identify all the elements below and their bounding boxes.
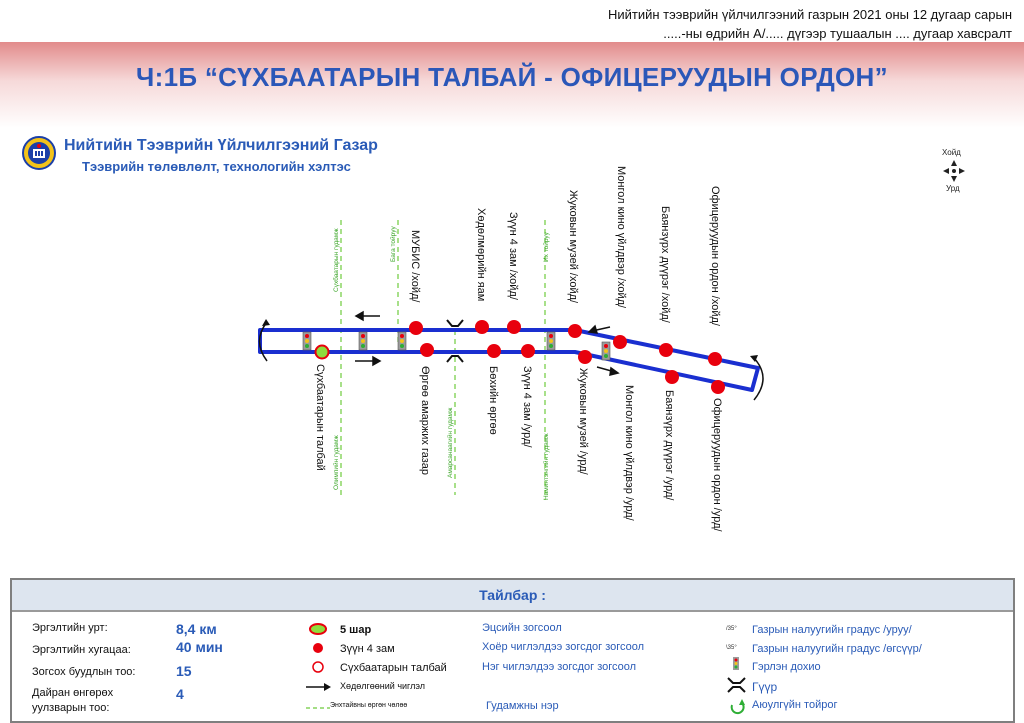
stat-value-stops: 15 — [176, 663, 192, 679]
legend-markers — [724, 620, 754, 720]
stop-label-north: Хөдөлмөрийн яам — [475, 208, 487, 302]
stop-marker[interactable] — [578, 350, 592, 364]
stop-label-south: Монгол кино үйлдвэр /урд/ — [623, 385, 635, 521]
org-name: Нийтийн Тээврийн Үйлчилгээний Газар — [64, 137, 378, 154]
stop-label-south: Зүүн 4 зам /урд/ — [521, 366, 533, 448]
route-title: Ч:1Б “СҮХБААТАРЫН ТАЛБАЙ - ОФИЦЕРУУДЫН ОРДОН” — [136, 62, 888, 92]
stat-label-intersections: Дайран өнгөрөх уулзварын тоо: — [32, 687, 114, 714]
street-label: Их тойруу — [543, 232, 550, 262]
legend-traffic-light-icon — [733, 657, 739, 670]
decree-note-line2: .....-ны өдрийн А/..... дүгээр тушаалын .... дугаар хавсралт — [663, 26, 1012, 41]
terminal-stop-marker[interactable] — [316, 346, 329, 359]
traffic-light-icon — [547, 332, 555, 350]
stat-value-intersections: 4 — [176, 686, 184, 702]
legend-bidirectional-type: Хоёр чиглэлдээ зогсдог зогсоол — [482, 641, 645, 653]
street-label: Наминтэнгийн гудамж — [543, 433, 550, 500]
stop-label-south: Өргөө амаржих газар — [419, 366, 431, 475]
legend-terminal-label: Сүхбаатарын талбай — [340, 662, 447, 674]
legend-slope-down-label: Газрын налуугийн градус /уруу/ — [752, 624, 912, 636]
traffic-light-icon — [602, 342, 610, 360]
legend-stop-label: Зүүн 4 зам — [340, 643, 395, 655]
legend-slope-down-icon: /35° — [726, 626, 737, 632]
stop-label-south: Бөхийн өргөө — [487, 366, 499, 435]
decree-note-line1: Нийтийн тээврийн үйлчилгээний газрын 2021 оны 12 дугаар сарын — [607, 7, 1012, 22]
legend-street-label: Энхтайвны өргөн чөлөө — [330, 702, 408, 709]
legend-5shar-icon — [310, 624, 326, 634]
legend-terminal-type: Эцсийн зогсоол — [482, 622, 562, 634]
stop-marker[interactable] — [659, 343, 673, 357]
legend-traffic-light-label: Гэрлэн дохио — [752, 661, 821, 673]
stop-marker[interactable] — [568, 324, 582, 338]
stop-marker[interactable] — [409, 321, 423, 335]
stop-marker[interactable] — [507, 320, 521, 334]
stop-label-south: Сүхбаатарын талбай — [314, 364, 326, 471]
stop-label-north: МУБИС /хойд/ — [409, 230, 421, 303]
legend-roundabout-label: Аюулгүйн тойрог — [752, 699, 838, 711]
stop-label-north: Жуковын музей /хойд/ — [567, 190, 579, 304]
legend-terminal-icon — [313, 662, 323, 672]
stop-label-south: Жуковын музей /урд/ — [577, 368, 589, 475]
stop-label-north: Баянзүрх дүүрэг /хойд/ — [659, 206, 671, 323]
stop-marker[interactable] — [613, 335, 627, 349]
stop-marker[interactable] — [475, 320, 489, 334]
stop-marker[interactable] — [665, 370, 679, 384]
legend-direction-label: Хөдөлгөөний чиглэл — [340, 681, 426, 691]
legend-roundabout-icon — [732, 699, 745, 713]
compass-north-label: Хойд — [942, 148, 961, 157]
legend-bridge-label: Гүүр — [752, 680, 778, 694]
traffic-light-icon — [398, 332, 406, 350]
direction-arrowhead-icon — [356, 312, 363, 320]
stat-label-duration: Эргэлтийн хугацаа: — [32, 644, 131, 656]
compass-south-label: Урд — [946, 184, 960, 193]
stop-marker[interactable] — [521, 344, 535, 358]
legend-street-name-type: Гудамжны нэр — [486, 700, 559, 712]
street-label: Амарсанаагийн гудамж — [447, 407, 454, 478]
turnaround-arrowhead-icon — [262, 319, 270, 326]
direction-arrowhead-icon — [589, 326, 597, 333]
stop-label-south: Баянзүрх дүүрэг /урд/ — [663, 390, 675, 501]
stop-label-south: Офицеруудын ордон /урд/ — [711, 398, 723, 532]
legend-bridge-icon — [728, 678, 745, 692]
stat-label-stops: Зогсох буудлын тоо: — [32, 666, 136, 678]
legend-slope-up-label: Газрын налуугийн градус /өгсүүр/ — [752, 643, 922, 655]
stat-value-length: 8,4 км — [176, 621, 217, 637]
org-department: Тээврийн төлөвлөлт, технологийн хэлтэс — [82, 159, 351, 174]
stat-value-duration: 40 мин — [176, 639, 223, 655]
stop-marker[interactable] — [708, 352, 722, 366]
route-line — [260, 330, 758, 390]
traffic-light-icon — [303, 332, 311, 350]
traffic-light-icon — [359, 332, 367, 350]
legend-stop-icon — [313, 643, 323, 653]
legend-5shar-label: 5 шар — [340, 624, 372, 636]
street-label: Бага тойруу — [390, 226, 397, 262]
direction-arrowhead-icon — [610, 368, 618, 375]
legend-title: Тайлбар : — [12, 580, 1013, 612]
stop-marker[interactable] — [420, 343, 434, 357]
stat-label-length: Эргэлтийн урт: — [32, 622, 108, 634]
street-label: Сүхбаатарын гудамж — [333, 228, 340, 292]
legend-direction-arrowhead-icon — [324, 683, 331, 691]
stop-label-north: Офицеруудын ордон /хойд/ — [709, 186, 721, 326]
legend-slope-up-icon: \35° — [726, 645, 737, 651]
legend-unidirectional-type: Нэг чиглэлдээ зогсдог зогсоол — [482, 661, 637, 673]
stop-label-north: Монгол кино үйлдвэр /хойд/ — [615, 166, 627, 309]
stop-marker[interactable] — [487, 344, 501, 358]
stop-label-north: Зүүн 4 зам /хойд/ — [507, 212, 519, 300]
legend-panel — [10, 578, 1015, 723]
stop-marker[interactable] — [711, 380, 725, 394]
direction-arrowhead-icon — [373, 357, 380, 365]
street-label: Олимпийн гудамж — [333, 435, 340, 490]
